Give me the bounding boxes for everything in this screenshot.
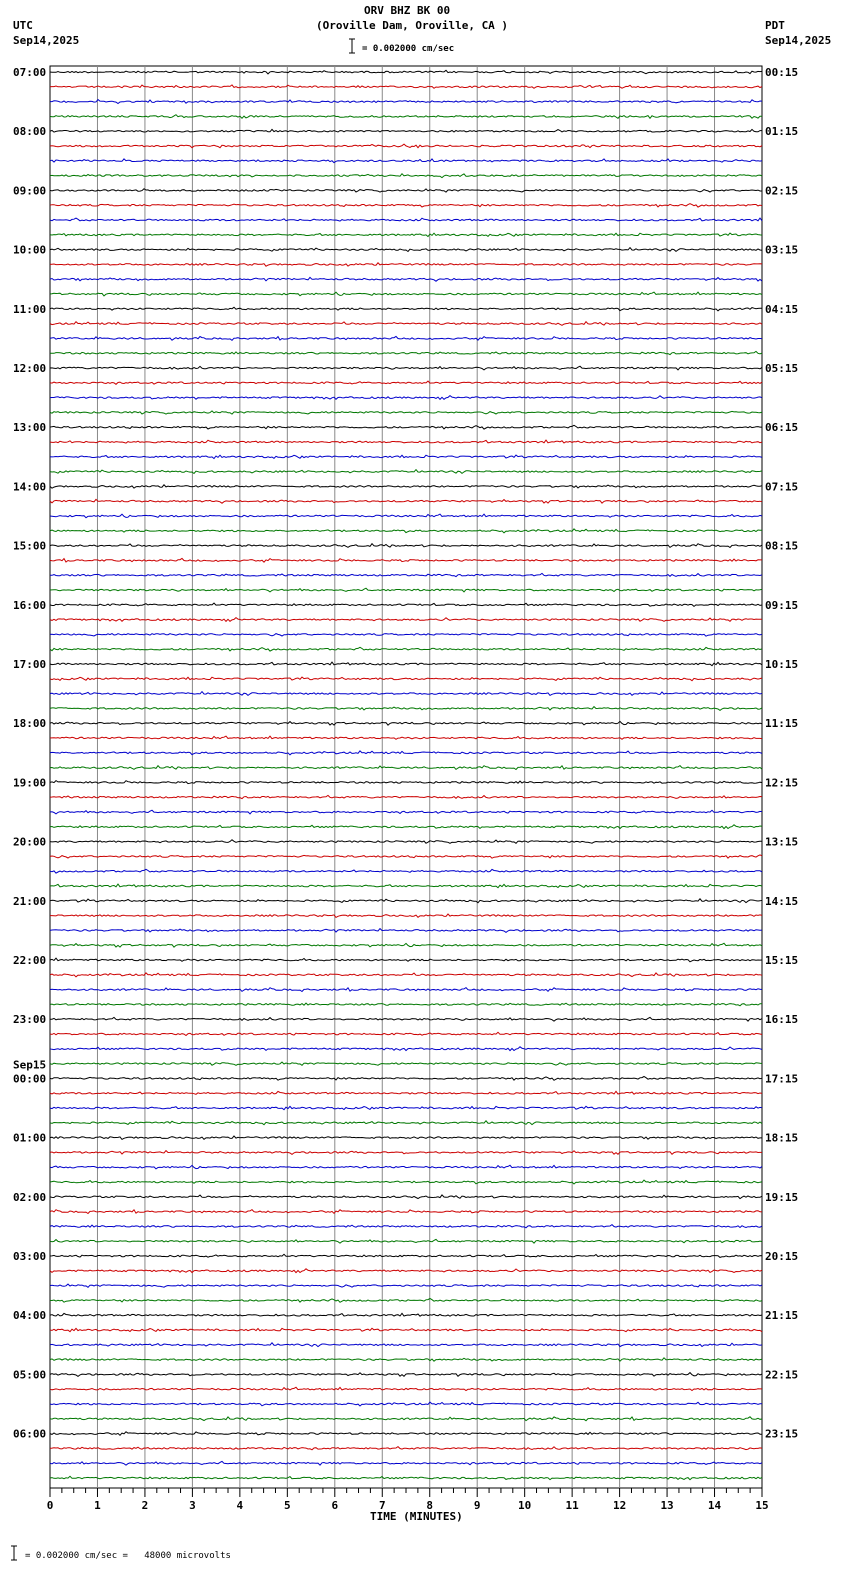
seismic-trace [50,988,762,992]
seismic-trace [50,1151,762,1155]
seismic-trace [50,781,762,784]
left-hour-label: 10:00 [13,243,47,257]
seismic-trace [50,499,762,503]
seismic-trace [50,1343,762,1347]
seismic-trace [50,1180,762,1184]
seismic-trace [50,1106,762,1109]
seismic-trace [50,662,762,666]
seismic-trace [50,795,762,798]
seismic-trace [50,204,762,207]
seismic-trace [50,1077,762,1081]
x-tick-label: 2 [141,1499,149,1512]
seismic-trace [50,914,762,917]
station-subtitle: (Oroville Dam, Oroville, CA ) [316,19,509,32]
right-hour-label: 22:15 [765,1368,799,1382]
left-hour-label: 12:00 [13,362,47,375]
seismic-trace [50,1032,762,1035]
seismic-trace [50,1432,762,1436]
seismic-trace [50,1210,762,1214]
x-tick-label: 11 [565,1499,579,1512]
seismic-trace [50,647,762,651]
seismic-trace [50,736,762,739]
seismic-trace [50,1047,762,1051]
right-hour-label: 23:15 [765,1427,799,1441]
seismic-trace [50,618,762,622]
seismic-trace [50,751,762,755]
seismic-trace [50,70,762,74]
right-hour-label: 00:15 [765,66,799,79]
seismic-trace [50,1328,762,1332]
x-tick-label: 4 [236,1499,244,1512]
seismic-trace [50,825,762,829]
right-hour-label: 11:15 [765,717,799,731]
seismic-trace [50,677,762,681]
seismic-trace [50,1195,762,1199]
right-hour-label: 02:15 [765,184,799,198]
footer-scale-note: = 0.002000 cm/sec = 48000 microvolts [25,1551,231,1561]
right-hour-label: 14:15 [765,894,799,908]
seismic-trace [50,1299,762,1303]
right-hour-label: 12:15 [765,776,799,790]
x-tick-label: 15 [755,1499,769,1512]
seismic-trace [50,1017,762,1021]
seismic-trace [50,899,762,903]
seismic-trace [50,396,762,400]
seismic-trace [50,1136,762,1139]
x-tick-label: 9 [473,1499,481,1512]
right-hour-label: 13:15 [765,835,799,849]
right-hour-label: 20:15 [765,1250,799,1263]
seismic-trace [50,855,762,858]
seismic-trace [50,810,762,814]
seismic-trace [50,1091,762,1094]
seismic-trace [50,1461,762,1465]
seismic-trace [50,1358,762,1361]
seismic-trace [50,973,762,977]
left-hour-label: 17:00 [13,658,47,671]
left-hour-label: 02:00 [13,1190,47,1204]
seismic-trace [50,603,762,606]
seismic-trace [50,514,762,518]
x-tick-label: 3 [189,1499,196,1512]
seismic-trace [50,277,762,281]
left-hour-label: 20:00 [13,835,47,849]
seismic-trace [50,884,762,888]
seismic-trace [50,1225,762,1228]
right-timezone: PDT [765,19,785,32]
seismic-trace [50,1313,762,1316]
left-hour-label: 04:00 [13,1309,47,1323]
seismic-trace [50,840,762,844]
right-hour-label: 16:15 [765,1013,799,1027]
x-tick-label: 13 [660,1499,674,1512]
right-hour-label: 18:15 [765,1131,799,1145]
seismic-trace [50,144,762,148]
seismic-trace [50,869,762,873]
right-hour-label: 06:15 [765,421,799,435]
x-tick-label: 1 [94,1499,101,1512]
seismic-trace [50,411,762,414]
seismic-trace [50,366,762,370]
x-tick-label: 14 [707,1499,722,1512]
seismic-trace [50,1447,762,1450]
x-tick-label: 7 [378,1499,386,1512]
x-axis-label: TIME (MINUTES) [370,1510,463,1523]
seismic-trace [50,233,762,236]
seismic-trace [50,929,762,933]
seismic-trace [50,1269,762,1273]
left-hour-label: 06:00 [13,1427,47,1441]
seismic-trace [50,129,762,132]
seismic-trace [50,558,762,562]
seismic-trace [50,292,762,296]
right-hour-label: 05:15 [765,362,799,375]
seismic-trace [50,189,762,192]
seismic-trace [50,307,762,311]
seismic-trace [50,1254,762,1257]
left-hour-label: 07:00 [13,66,47,79]
seismic-trace [50,351,762,354]
seismic-trace [50,692,762,696]
left-timezone: UTC [13,19,33,32]
seismic-trace [50,1402,762,1406]
seismic-trace [50,85,762,88]
left-hour-label: 08:00 [13,125,47,139]
left-hour-label: 22:00 [13,954,47,967]
seismic-trace [50,470,762,474]
x-tick-label: 6 [331,1499,339,1512]
seismic-trace [50,263,762,266]
left-hour-label: 03:00 [13,1250,47,1263]
left-hour-label: 14:00 [13,480,47,494]
left-hour-label: 21:00 [13,894,47,908]
left-hour-label: 15:00 [13,539,47,553]
seismic-trace [50,159,762,163]
seismic-trace [50,336,762,340]
left-date: Sep14,2025 [13,34,80,47]
right-hour-label: 15:15 [765,954,799,967]
left-hour-label: 11:00 [13,302,47,316]
right-hour-label: 07:15 [765,480,799,494]
x-tick-label: 8 [426,1499,434,1512]
left-hour-label: 00:00 [13,1072,47,1086]
right-hour-label: 03:15 [765,243,799,257]
x-tick-label: 5 [284,1499,291,1512]
right-date: Sep14,2025 [765,34,832,47]
left-hour-label: 05:00 [13,1368,47,1382]
seismic-trace [50,721,762,725]
seismic-trace [50,440,762,443]
left-hour-label: 13:00 [13,421,47,435]
right-hour-label: 19:15 [765,1190,799,1204]
seismic-trace [50,115,762,119]
seismic-trace [50,588,762,592]
right-hour-label: 08:15 [765,539,799,553]
left-hour-label: 19:00 [13,776,47,790]
seismic-trace [50,1417,762,1421]
seismic-trace [50,633,762,636]
scale-label: = 0.002000 cm/sec [362,44,455,54]
seismic-trace [50,1284,762,1287]
seismic-trace [50,100,762,104]
seismic-trace [50,218,762,221]
seismic-trace [50,248,762,252]
seismic-trace [50,425,762,429]
seismic-trace [50,1165,762,1169]
seismic-trace [50,455,762,458]
x-tick-label: 10 [518,1499,532,1512]
seismic-trace [50,381,762,384]
right-hour-label: 01:15 [765,125,799,139]
left-hour-label: 18:00 [13,717,47,731]
seismic-trace [50,174,762,178]
seismic-trace [50,1387,762,1390]
right-hour-label: 17:15 [765,1072,799,1086]
station-title: ORV BHZ BK 00 [364,4,451,17]
x-tick-label: 0 [46,1499,54,1512]
seismic-trace [50,707,762,711]
x-tick-label: 12 [612,1499,627,1512]
left-hour-label: 16:00 [13,598,47,612]
left-hour-label: 09:00 [13,184,47,198]
seismic-trace [50,529,762,533]
seismic-trace [50,573,762,576]
seismic-trace [50,322,762,326]
seismic-trace [50,1239,762,1243]
seismic-trace [50,1373,762,1377]
seismic-trace [50,544,762,548]
seismic-trace [50,943,762,947]
seismic-trace [50,1003,762,1006]
seismic-trace [50,1121,762,1125]
seismic-trace [50,958,762,962]
seismic-trace [50,1476,762,1479]
right-hour-label: 04:15 [765,302,799,316]
right-hour-label: 09:15 [765,598,799,612]
right-hour-label: 10:15 [765,658,799,671]
seismic-trace [50,766,762,770]
left-hour-label: 23:00 [13,1013,47,1027]
date-change-label: Sep15 [13,1058,47,1072]
seismic-trace [50,485,762,488]
seismic-trace [50,1062,762,1065]
left-hour-label: 01:00 [13,1131,47,1145]
right-hour-label: 21:15 [765,1309,799,1323]
